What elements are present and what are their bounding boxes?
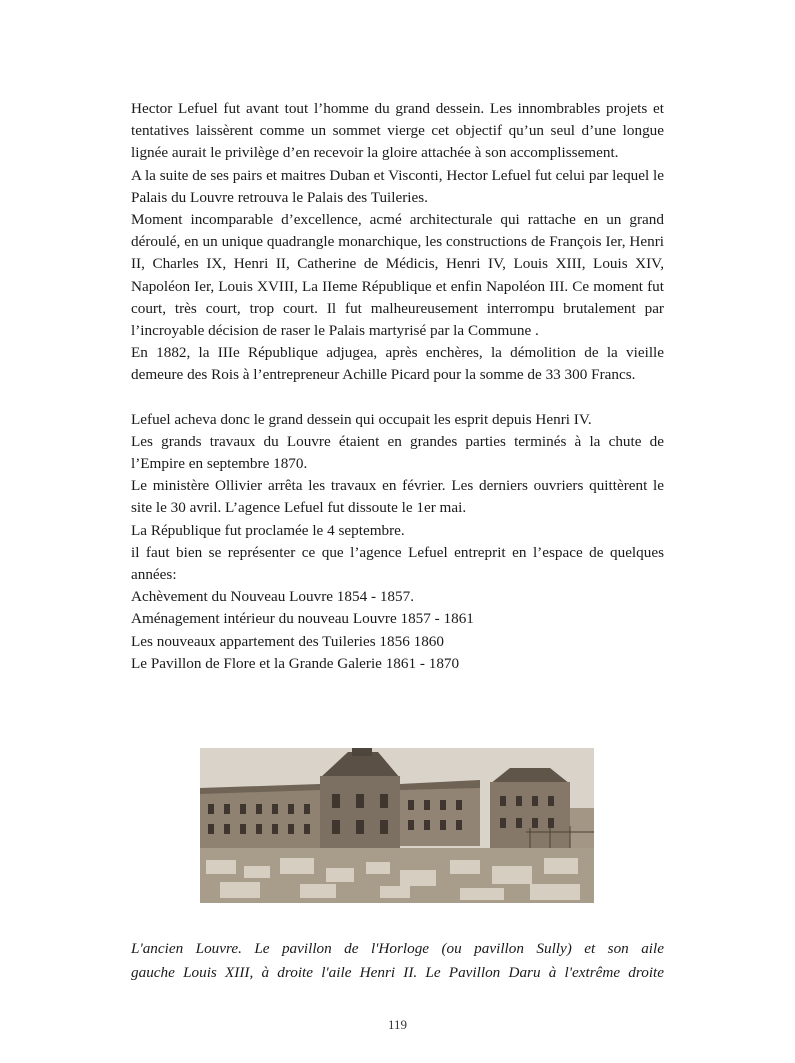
paragraph: Hector Lefuel fut avant tout l’homme du grand dessein. Les innombrables projets et tentatives laissèrent comme un sommet vierge cet objectif qu’un seul d’une longue lignée aurait le privilège d’en recevoir la gloire attachée à son accomplissement. [131,100,664,162]
paragraph: A la suite de ses pairs et maitres Duban et Visconti, Hector Lefuel fut celui par lequel le Palais du Louvre retrouva le Palais des Tuileries. [131,166,664,206]
list-item: Le Pavillon de Flore et la Grande Galerie 1861 - 1870 [131,654,460,672]
paragraph: Les grands travaux du Louvre étaient en grandes parties terminés à la chute de l’Empire en septembre 1870. [131,432,664,473]
photo-caption [131,937,664,985]
caption-line: L'ancien Louvre. Le pavillon de l'Horloge (ou pavillon Sully) et son aile [131,940,664,957]
caption-line: gauche Louis XIII, à droite l'aile Henri II. Le Pavillon Daru à l'extrême droite [131,964,664,981]
paragraph: Le ministère Ollivier arrêta les travaux en février. Les derniers ouvriers quittèrent le site le 30 avril. L’agence Lefuel fut dissoute le 1er mai. [131,477,664,517]
paragraph: Moment incomparable d’excellence, acmé architecturale qui rattache en un grand déroulé, en un unique quadrangle monarchique, les constructions de François Ier, Henri II, Charles IX, Henri II, Catherine de Médicis, Henri IV, Louis XIII, Louis XIV, Napoléon Ier, Louis XVIII, La IIeme République et enfin Napoléon III. Ce moment fut court, très court, trop court. Il fut malheureusement interrompu brutalement par l’incroyable décision de raser le Palais martyrisé par la Commune . [131,211,664,340]
paragraph: Lefuel acheva donc le grand dessein qui occupait les esprit depuis Henri IV. [131,410,592,428]
paragraph: il faut bien se représenter ce que l’agence Lefuel entreprit en l’espace de quelques années: [131,543,664,584]
paragraph-gap [131,387,664,409]
paragraph: La République fut proclamée le 4 septembre. [131,521,405,539]
page-number: 119 [387,1017,408,1032]
list-item: Achèvement du Nouveau Louvre 1854 - 1857. [131,588,415,606]
paragraph: En 1882, la IIIe République adjugea, après enchères, la démolition de la vieille demeure des Rois à l’entrepreneur Achille Picard pour la somme de 33 300 Francs. [131,344,664,384]
louvre-photograph [200,748,594,903]
text-body [131,98,664,675]
list-item: Les nouveaux appartement des Tuileries 1856 1860 [131,632,444,650]
louvre-photo-drawing [200,748,594,903]
list-item: Aménagement intérieur du nouveau Louvre 1857 - 1861 [131,610,474,628]
